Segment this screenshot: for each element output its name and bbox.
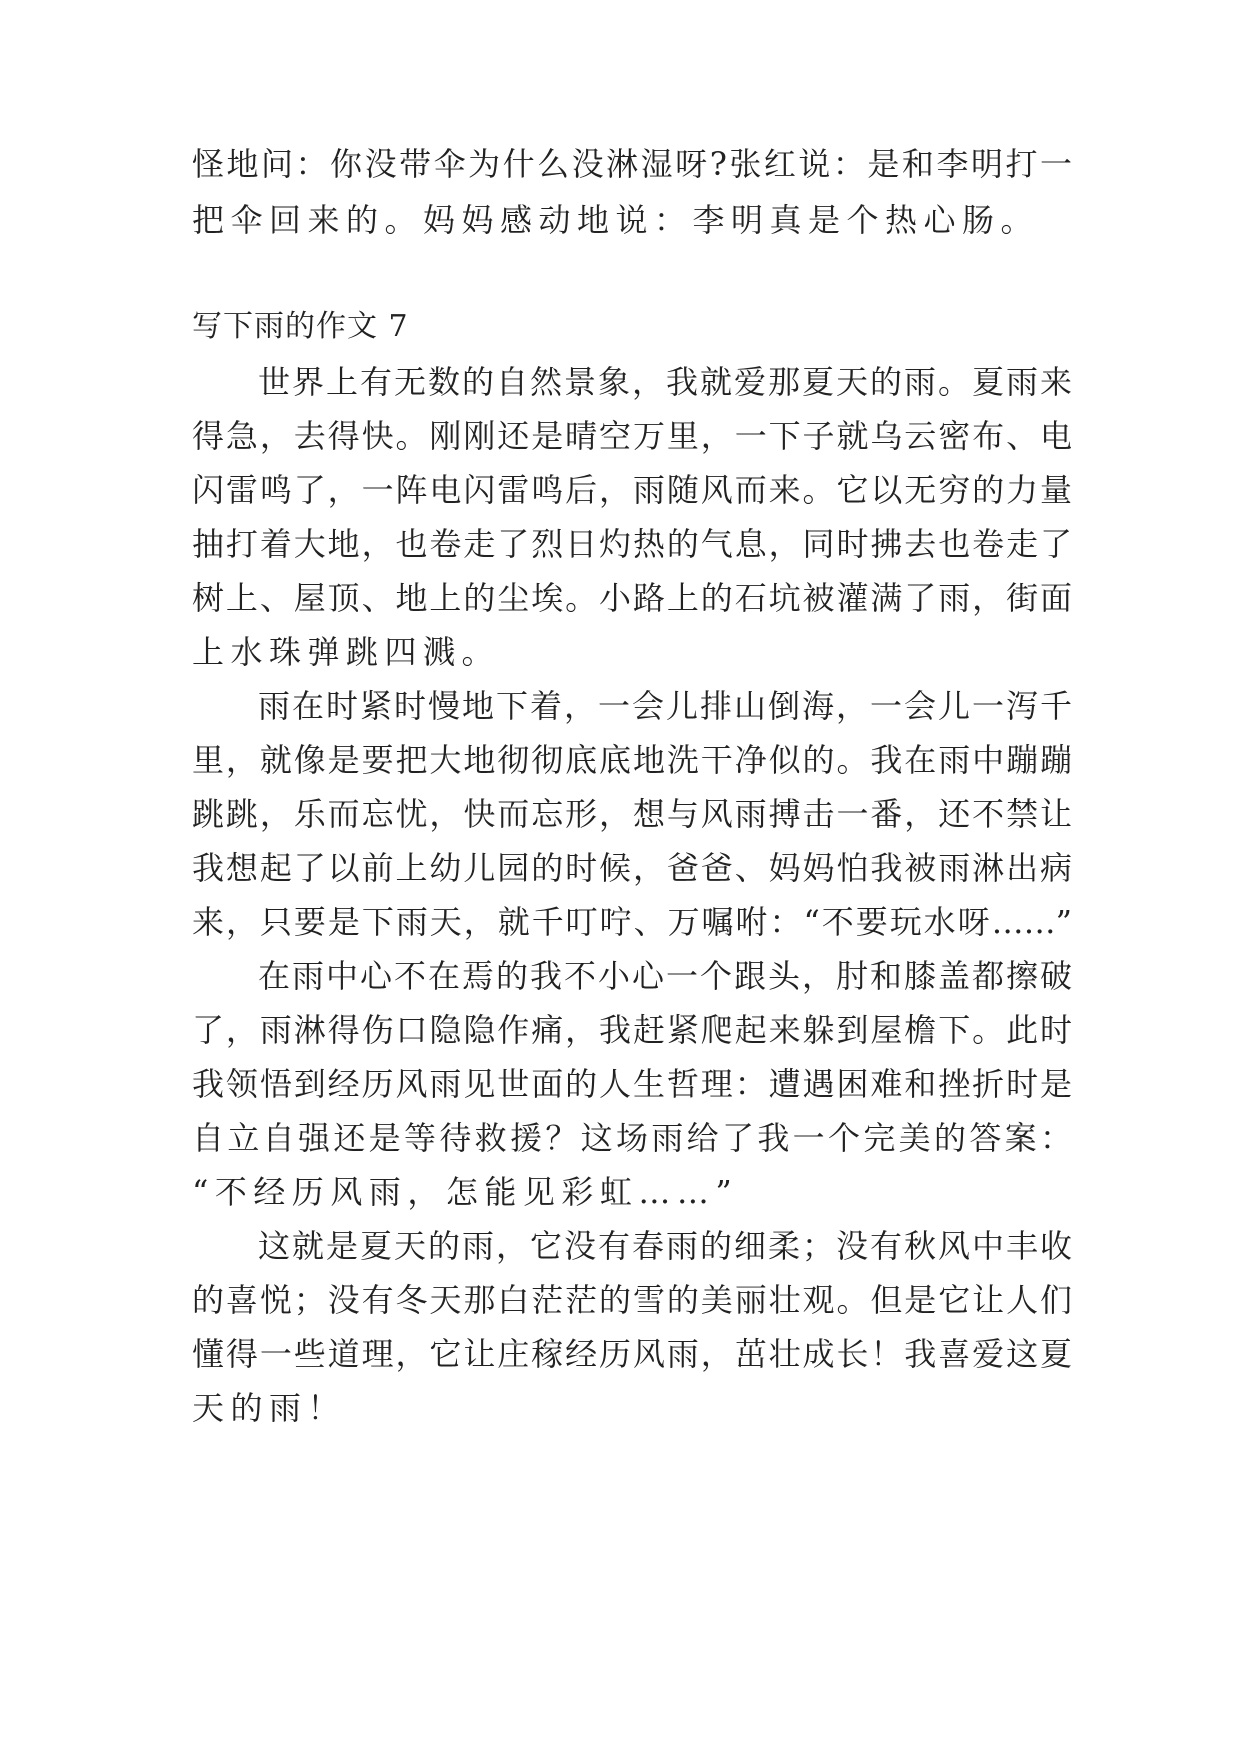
text-line: 跳跳，乐而忘忧，快而忘形，想与风雨搏击一番，还不禁让: [192, 795, 1072, 833]
text-line: 懂得一些道理，它让庄稼经历风雨，茁壮成长！我喜爱这夏: [192, 1335, 1072, 1373]
text-line: 我领悟到经历风雨见世面的人生哲理：遭遇困难和挫折时是: [192, 1065, 1072, 1103]
text-line: 在雨中心不在焉的我不小心一个跟头，肘和膝盖都擦破: [258, 957, 1072, 995]
text-line: 了，雨淋得伤口隐隐作痛，我赶紧爬起来躲到屋檐下。此时: [192, 1011, 1072, 1049]
text-line: 的喜悦；没有冬天那白茫茫的雪的美丽壮观。但是它让人们: [192, 1281, 1072, 1319]
text-line: 天的雨！: [192, 1389, 347, 1427]
text-line: 雨在时紧时慢地下着，一会儿排山倒海，一会儿一泻千: [258, 687, 1072, 725]
text-line: 世界上有无数的自然景象，我就爱那夏天的雨。夏雨来: [258, 363, 1072, 401]
text-line: 里，就像是要把大地彻彻底底地洗干净似的。我在雨中蹦蹦: [192, 741, 1072, 779]
text-line: 这就是夏天的雨，它没有春雨的细柔；没有秋风中丰收: [258, 1227, 1072, 1265]
essay-title: 写下雨的作文 7: [192, 309, 409, 344]
text-line: 得急，去得快。刚刚还是晴空万里，一下子就乌云密布、电: [192, 417, 1072, 455]
text-line: 抽打着大地，也卷走了烈日灼热的气息，同时拂去也卷走了: [192, 525, 1072, 563]
text-line: 把伞回来的。妈妈感动地说：李明真是个热心肠。: [192, 201, 1040, 239]
text-line: 我想起了以前上幼儿园的时候，爸爸、妈妈怕我被雨淋出病: [192, 849, 1072, 887]
text-line: 怪地问：你没带伞为什么没淋湿呀?张红说：是和李明打一: [192, 145, 1072, 183]
text-line: 闪雷鸣了，一阵电闪雷鸣后，雨随风而来。它以无穷的力量: [192, 471, 1072, 509]
text-line: 来，只要是下雨天，就千叮咛、万嘱咐：“不要玩水呀……”: [192, 903, 1072, 941]
text-line: 上水珠弹跳四溅。: [192, 633, 501, 671]
text-line: “不经历风雨，怎能见彩虹……”: [192, 1173, 739, 1211]
text-line: 树上、屋顶、地上的尘埃。小路上的石坑被灌满了雨，街面: [192, 579, 1072, 617]
text-line: 自立自强还是等待救援？这场雨给了我一个完美的答案：: [192, 1119, 1072, 1157]
